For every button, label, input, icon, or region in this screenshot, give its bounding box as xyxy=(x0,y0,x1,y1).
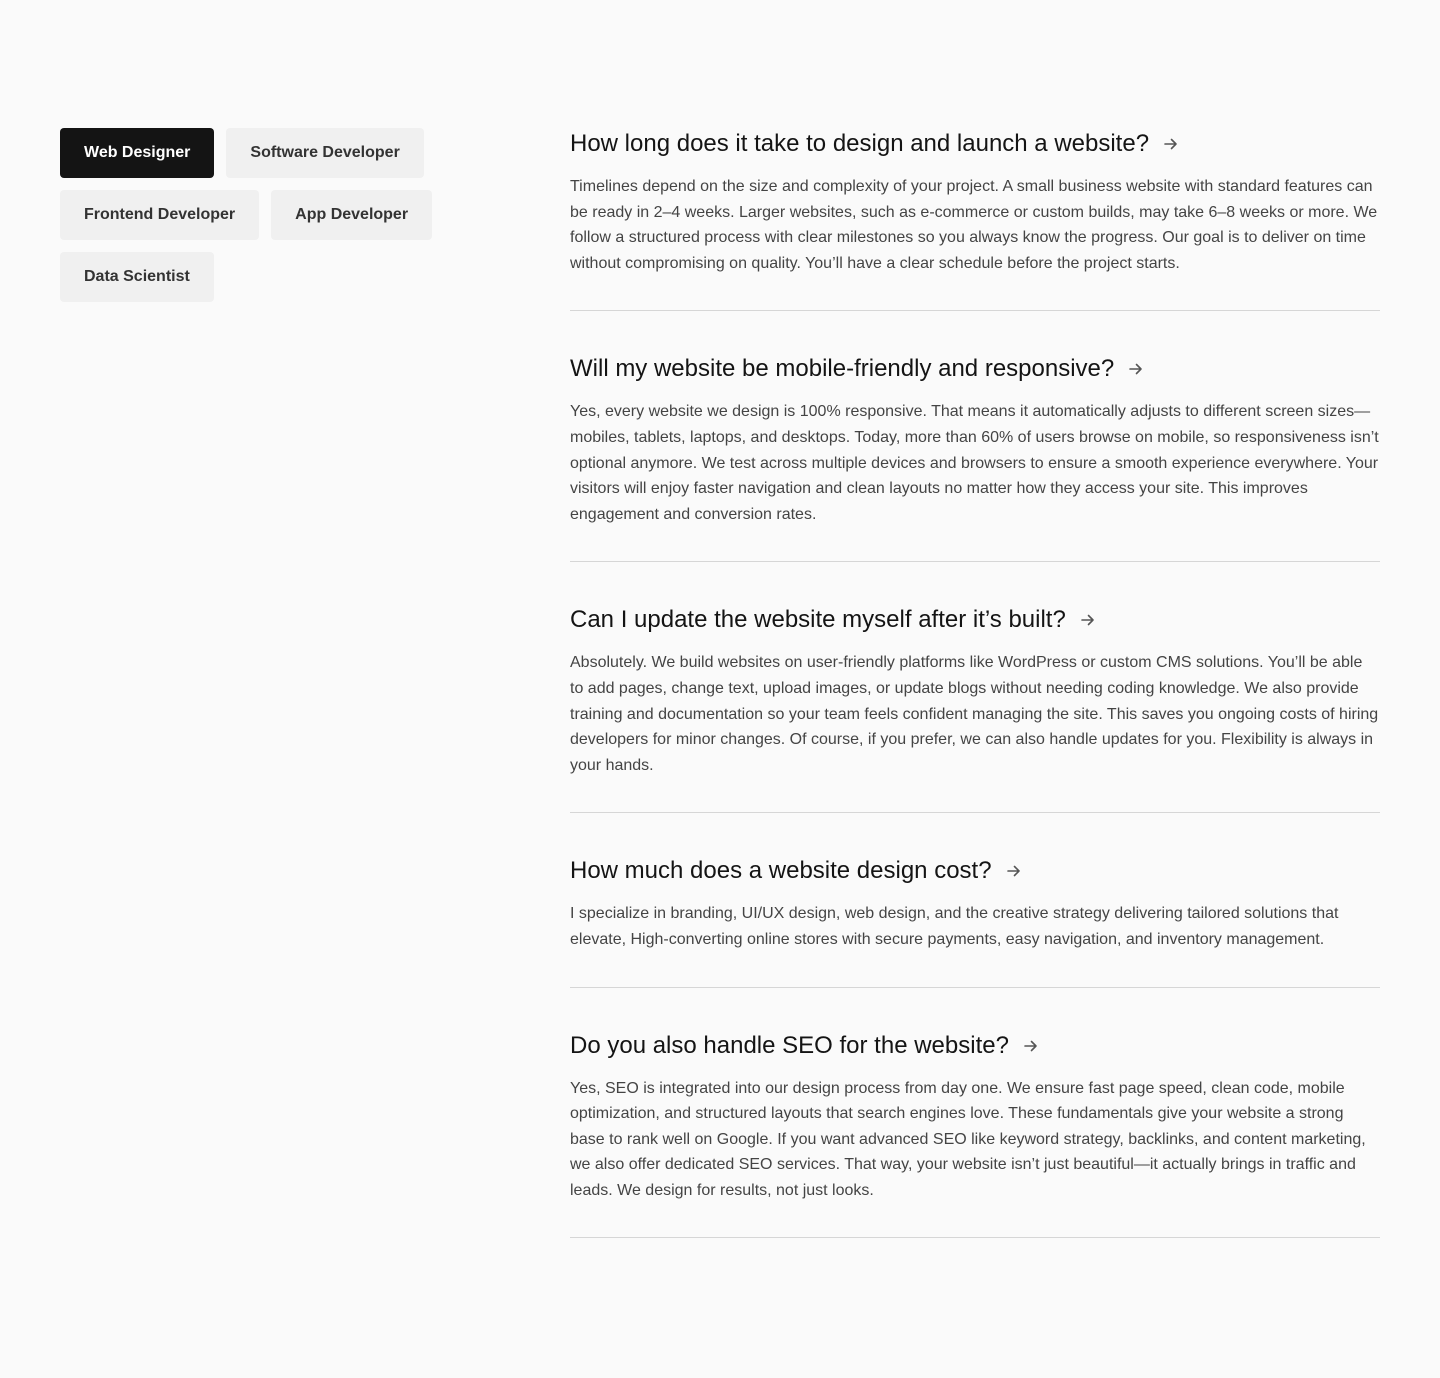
faq-item xyxy=(570,120,1380,311)
arrow-right-icon xyxy=(1023,1038,1039,1054)
faq-question-text: Do you also handle SEO for the website? xyxy=(570,1031,1009,1059)
tab-row xyxy=(60,128,460,178)
tab-row xyxy=(60,190,460,240)
tab-web-designer[interactable]: Web Designer xyxy=(60,128,214,178)
faq-question-text: How long does it take to design and launch a website? xyxy=(570,130,1150,157)
faq-item xyxy=(570,345,1380,562)
tab-row xyxy=(60,252,460,302)
faq-answer: Yes, every website we design is 100% responsive. That means it automatically adjusts to different screen sizes—mobiles, tablets, laptops, and desktops. Today, more than 60% of users browse on mobile, so responsiveness isn’t optional anymore. We test across multiple devices and browsers to ensure a smooth experience everywhere. Your visitors will enjoy faster navigation and clean layouts no matter how they access your site. This improves engagement and conversion rates. xyxy=(570,403,1379,523)
faq-question[interactable] xyxy=(570,1022,1380,1070)
tab-app-developer[interactable]: App Developer xyxy=(271,190,432,240)
faq-question[interactable] xyxy=(570,847,1380,895)
faq-item xyxy=(570,847,1380,987)
tab-software-developer[interactable]: Software Developer xyxy=(226,128,423,178)
arrow-right-icon xyxy=(1163,136,1179,152)
tab-frontend-developer[interactable]: Frontend Developer xyxy=(60,190,259,240)
arrow-right-icon xyxy=(1080,612,1096,628)
faq-question[interactable] xyxy=(570,345,1380,393)
faq-item xyxy=(570,596,1380,813)
arrow-right-icon xyxy=(1128,361,1144,377)
faq-question-text: How much does a website design cost? xyxy=(570,857,992,885)
arrow-right-icon xyxy=(1006,863,1022,879)
tab-data-scientist[interactable]: Data Scientist xyxy=(60,252,214,302)
faq-answer: I specialize in branding, UI/UX design, web design, and the creative strategy delivering tailored solutions that elevate, High-converting online stores with secure payments, easy navigation, and inventory management. xyxy=(570,905,1339,948)
faq-answer: Timelines depend on the size and complexity of your project. A small business website with standard features can be ready in 2–4 weeks. Larger websites, such as e-commerce or custom builds, may take 6–8 weeks or more. We follow a structured process with clear milestones so you always know the progress. Our goal is to deliver on time without compromising on quality. You’ll have a clear schedule before the project starts. xyxy=(570,178,1378,272)
faq-list xyxy=(570,120,1380,1272)
faq-question[interactable] xyxy=(570,120,1380,168)
faq-question-text: Will my website be mobile-friendly and responsive? xyxy=(570,355,1115,383)
faq-item xyxy=(570,1022,1380,1239)
faq-question-text: Can I update the website myself after it’s built? xyxy=(570,606,1066,634)
faq-answer: Yes, SEO is integrated into our design process from day one. We ensure fast page speed, clean code, mobile optimization, and structured layouts that search engines love. These fundamentals give your website a strong base to rank well on Google. If you want advanced SEO like keyword strategy, backlinks, and content marketing, we also offer dedicated SEO services. That way, your website isn’t just beautiful—it actually brings in traffic and leads. We design for results, not just looks. xyxy=(570,1079,1366,1199)
faq-question[interactable] xyxy=(570,596,1380,644)
category-tabs xyxy=(60,128,460,314)
faq-answer: Absolutely. We build websites on user-friendly platforms like WordPress or custom CMS solutions. You’ll be able to add pages, change text, upload images, or update blogs without needing coding knowledge. We also provide training and documentation so your team feels confident managing the site. This saves you ongoing costs of hiring developers for minor changes. Of course, if you prefer, we can also handle updates for you. Flexibility is always in your hands. xyxy=(570,654,1379,774)
